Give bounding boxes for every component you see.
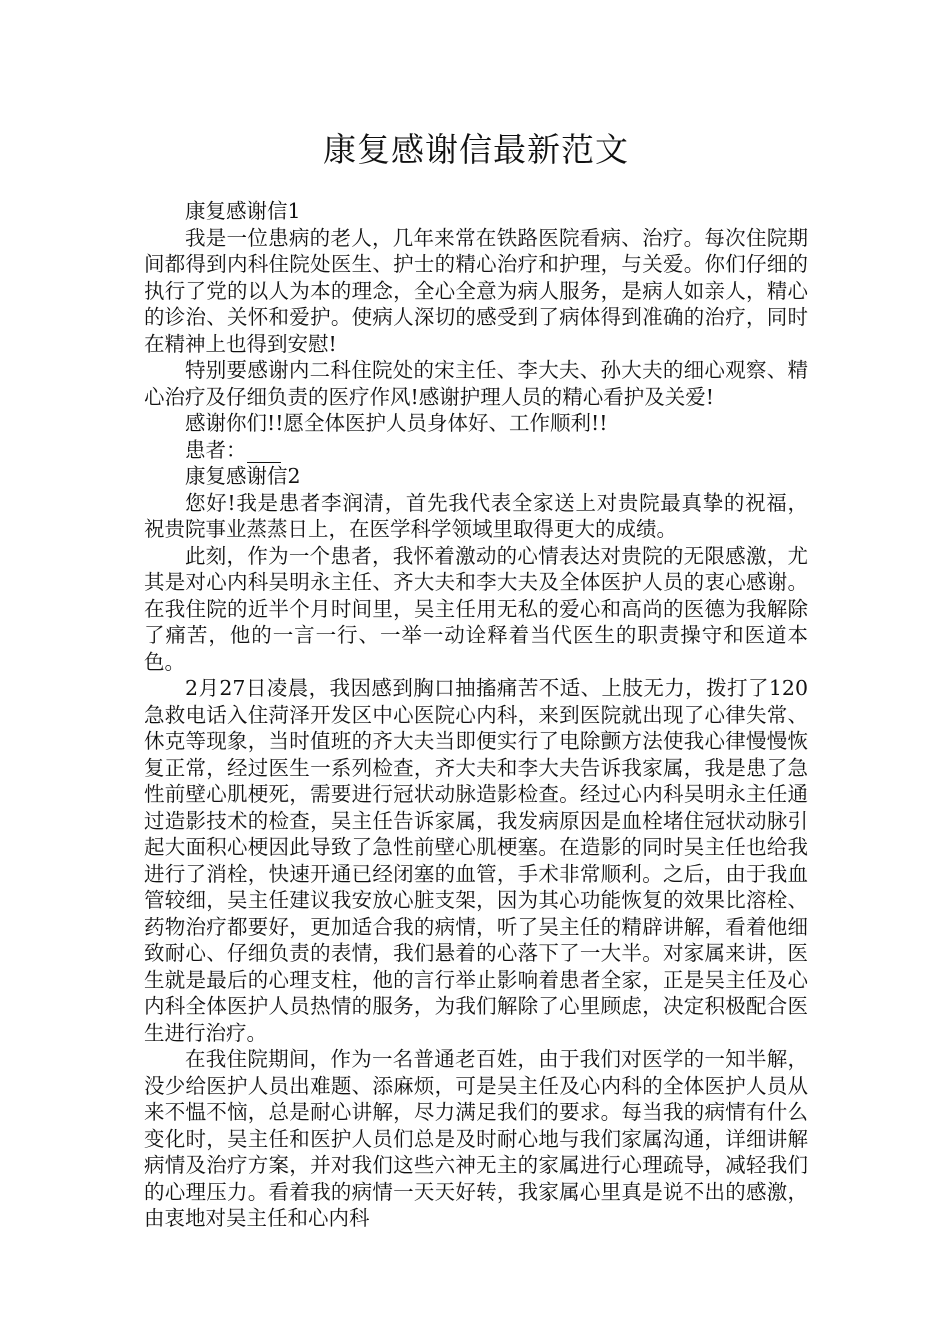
paragraph: 您好!我是患者李润清，首先我代表全家送上对贵院最真挚的祝福，祝贵院事业蒸蒸日上，在医学科学领域里取得更大的成绩。 xyxy=(144,490,808,541)
paragraph: 2月27日凌晨，我因感到胸口抽搐痛苦不适、上肢无力，拨打了120急救电话入住菏泽开发区中心医院心内科，来到医院就出现了心律失常、休克等现象，当时值班的齐大夫当即便实行了电除颤方法使我心律慢慢恢复正常，经过医生一系列检查，齐大夫和李大夫告诉我家属，我是患了急性前壁心肌梗死，需要进行冠状动脉造影检查。经过心内科吴明永主任通过造影技术的检查，吴主任告诉家属，我发病原因是血栓堵住冠状动脉引起大面积心梗因此导致了急性前壁心肌梗塞。在造影的同时吴主任也给我进行了消栓，快速开通已经闭塞的血管，手术非常顺利。之后，由于我血管较细，吴主任建议我安放心脏支架，因为其心功能恢复的效果比溶栓、药物治疗都要好，更加适合我的病情，听了吴主任的精辟讲解，看着他细致耐心、仔细负责的表情，我们悬着的心落下了一大半。对家属来讲，医生就是最后的心理支柱，他的言行举止影响着患者全家，正是吴主任及心内科全体医护人员热情的服务，为我们解除了心里顾虑，决定积极配合医生进行治疗。 xyxy=(144,676,808,1045)
paragraph: 在我住院期间，作为一名普通老百姓，由于我们对医学的一知半解，没少给医护人员出难题、添麻烦，可是吴主任及心内科的全体医护人员从来不愠不恼，总是耐心讲解，尽力满足我们的要求。每当我的病情有什么变化时，吴主任和医护人员们总是及时耐心地与我们家属沟通，详细讲解病情及治疗方案，并对我们这些六神无主的家属进行心理疏导，减轻我们的心理压力。看着我的病情一天天好转，我家属心里真是说不出的感激，由衷地对吴主任和心内科 xyxy=(144,1047,808,1230)
letter-2-heading: 康复感谢信2 xyxy=(185,464,301,488)
letter-1-heading: 康复感谢信1 xyxy=(185,199,301,223)
signature-label: 患者： xyxy=(185,437,247,462)
document-title: 康复感谢信最新范文 xyxy=(323,130,629,169)
signature-line xyxy=(144,437,808,464)
paragraph: 此刻，作为一个患者，我怀着激动的心情表达对贵院的无限感激，尤其是对心内科吴明永主任、齐大夫和李大夫及全体医护人员的衷心感谢。在我住院的近半个月时间里，吴主任用无私的爱心和高尚的医德为我解除了痛苦，他的一言一行、一举一动诠释着当代医生的职责操守和医道本色。 xyxy=(144,543,808,674)
document-page xyxy=(144,0,808,1232)
document-body xyxy=(144,198,808,1232)
signature-blank xyxy=(247,442,281,463)
paragraph: 感谢你们!!愿全体医护人员身体好、工作顺利!! xyxy=(185,411,608,435)
paragraph: 我是一位患病的老人，几年来常在铁路医院看病、治疗。每次住院期间都得到内科住院处医生、护士的精心治疗和护理，与关爱。你们仔细的执行了党的以人为本的理念，全心全意为病人服务，是病人如亲人，精心的诊治、关怀和爱护。使病人深切的感受到了病体得到准确的治疗，同时在精神上也得到安慰! xyxy=(144,225,808,356)
paragraph: 特别要感谢内二科住院处的宋主任、李大夫、孙大夫的细心观察、精心治疗及仔细负责的医疗作风!感谢护理人员的精心看护及关爱! xyxy=(144,358,808,409)
